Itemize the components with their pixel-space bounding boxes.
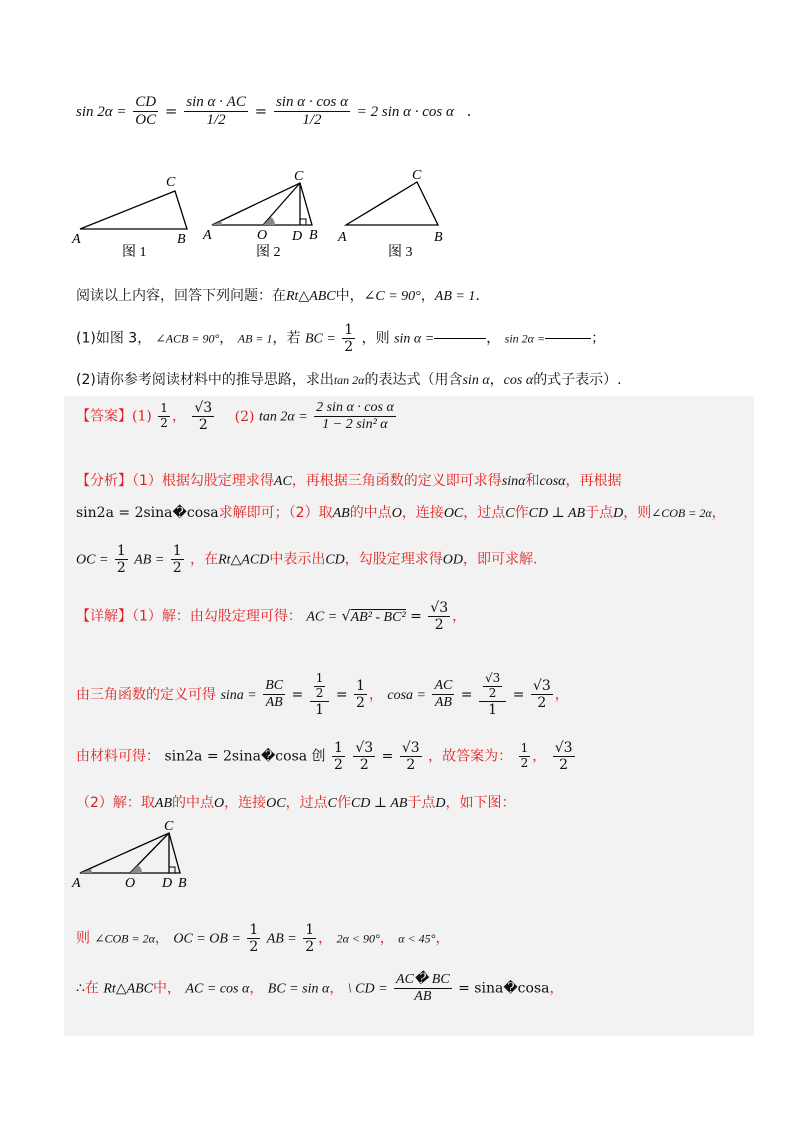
sin-frac-bc-ab: $\frac{BC}{AB}$ <box>265 678 284 711</box>
answer-tan-fraction: $\frac{\text{2 sin α · cos α}}{\text{1 − 2 sin² α}}$ <box>316 400 394 433</box>
analysis-half-2: $\frac{1}{2}$ <box>172 543 182 577</box>
fig4-label-o: O <box>125 876 136 891</box>
answer-1-fraction: $\frac{1}{2}$ <box>160 401 168 431</box>
detail-line-2: 由三角函数的定义可得 sina = $\frac{BC}{AB}$ = $\frac{\frac{1}{2}}{1}$ = $\frac{1}{2}$ ， cosa = $\frac{AC}{AB}$ = $\frac{\frac{√3}{2}}{1}$ = $\frac{√3}{2}$ ， <box>76 671 569 718</box>
fig1-label-a: A <box>72 232 81 247</box>
eq-frac-1: $\frac{CD}{OC}$ <box>135 94 157 129</box>
cos-result: $\frac{√3}{2}$ <box>532 678 551 712</box>
final-root3: $\frac{√3}{2}$ <box>554 740 573 774</box>
fig1-caption: 图 1 <box>122 245 147 260</box>
answer-2-fraction: $\frac{√3}{2}$ <box>194 400 213 434</box>
fig3-label-b: B <box>434 230 443 245</box>
cos-frac-ac-ab: $\frac{AC}{AB}$ <box>434 678 453 711</box>
figures-row <box>70 168 460 264</box>
fig4-label-d: D <box>162 876 173 891</box>
fig2-caption: 图 2 <box>256 245 281 260</box>
fig2-label-c: C <box>294 169 304 184</box>
material-root3: $\frac{√3}{2}$ <box>355 740 374 774</box>
answer-line: 【答案】(1) $\frac{1}{2}$ ， $\frac{√3}{2}$ (2) tan 2α = $\frac{\text{2 sin α · cos α}}{\text{1 − 2 sin² α}}$ <box>76 400 394 434</box>
fig4-label-b: B <box>178 876 187 891</box>
question-intro: 阅读以上内容，回答下列问题：在Rt△ABC中，∠C = 90°，AB = 1. <box>76 288 480 304</box>
detail-line-1: 【详解】（1）解：由勾股定理可得： AC = √AB² - BC² = $\frac{√3}{2}$ ， <box>76 600 467 634</box>
q1-bc-fraction: $\frac{1}{2}$ <box>344 322 354 356</box>
eq-frac-2: $\frac{\text{sin α · AC}}{1/2}$ <box>186 94 246 129</box>
detail-line-3: 由材料可得： sin2a = 2sina�cosa 创 $\frac{1}{2}$ $\frac{√3}{2}$ = $\frac{√3}{2}$ ，故答案为： $\frac{1}{2}$ ， $\frac{√3}{2}$ <box>76 740 573 774</box>
analysis-half-1: $\frac{1}{2}$ <box>116 543 126 577</box>
question-2: (2)请你参考阅读材料中的推导思路，求出tan 2α的表达式（用含sin α，cos α的式子表示）. <box>76 372 622 388</box>
solution-figure <box>70 818 200 892</box>
top-equation: sin 2α = $\frac{CD}{OC}$ = $\frac{\text{sin α · AC}}{1/2}$ = $\frac{\text{sin α · cos α}}{1/2}$ = 2 sin α · cos α . <box>76 94 472 129</box>
fig1-label-c: C <box>166 175 176 190</box>
detail-line-4: （2）解：取AB的中点O，连接OC，过点C作CD ⊥ AB于点D，如下图： <box>76 795 516 811</box>
fig2-label-a: A <box>203 228 212 243</box>
analysis-line-3: OC = $\frac{1}{2}$ AB = $\frac{1}{2}$ ，在Rt△ACD中表示出CD，勾股定理求得OD，即可求解. <box>76 543 538 577</box>
eq-frac-3: $\frac{\text{sin α · cos α}}{1/2}$ <box>275 94 348 129</box>
final-half: $\frac{1}{2}$ <box>520 741 529 771</box>
material-half: $\frac{1}{2}$ <box>334 740 343 774</box>
detail-line-6: ∴在 Rt△ABC中， AC = cos α， BC = sin α， \ CD = $\frac{AC� BC}{AB}$ = sina�cosa， <box>76 972 564 1005</box>
sin-frac-half-over-1: $\frac{\frac{1}{2}}{1}$ <box>310 672 330 718</box>
eq-rhs: = 2 sin α · cos α <box>356 103 454 120</box>
fig4-label-c: C <box>164 819 174 834</box>
fig2-label-o: O <box>257 228 268 243</box>
half-4: $\frac{1}{2}$ <box>305 922 315 956</box>
question-1: (1)如图 3， ∠ACB = 90°， AB = 1，若 BC = $\frac{1}{2}$ ，则 sin α = ， sin 2α = ； <box>76 322 606 356</box>
fig3-label-a: A <box>338 230 347 245</box>
fig3-label-c: C <box>412 168 422 183</box>
analysis-line-1: 【分析】（1）根据勾股定理求得AC，再根据三角函数的定义即可求得sinα和cosα，再根据 <box>76 473 622 489</box>
figure-2 <box>202 169 318 260</box>
fig2-label-b: B <box>309 228 318 243</box>
analysis-line-2: sin2a = 2sina�cosa求解即可；（2）取AB的中点O，连接OC，过点C作CD ⊥ AB于点D，则∠COB = 2α， <box>76 505 726 521</box>
eq-lhs: sin 2α = <box>76 103 127 120</box>
cos-frac-root3-over-1: $\frac{\frac{√3}{2}}{1}$ <box>479 672 506 718</box>
fig3-caption: 图 3 <box>388 245 413 260</box>
cd-fraction: $\frac{AC� BC}{AB}$ <box>396 972 450 1005</box>
half-3: $\frac{1}{2}$ <box>249 922 259 956</box>
material-result: $\frac{√3}{2}$ <box>401 740 420 774</box>
fig1-label-b: B <box>177 232 186 247</box>
figure-1 <box>71 175 187 260</box>
fig2-label-d: D <box>292 229 303 244</box>
fig4-label-a: A <box>72 876 81 891</box>
detail-line-5: 则 ∠COB = 2α， OC = OB = $\frac{1}{2}$ AB = $\frac{1}{2}$ ， 2α < 90°， α < 45°， <box>76 922 450 956</box>
figure-3 <box>337 168 443 260</box>
ac-value-fraction: $\frac{√3}{2}$ <box>430 600 449 634</box>
sin-result: $\frac{1}{2}$ <box>356 678 365 712</box>
eq-dot: . <box>466 101 472 120</box>
